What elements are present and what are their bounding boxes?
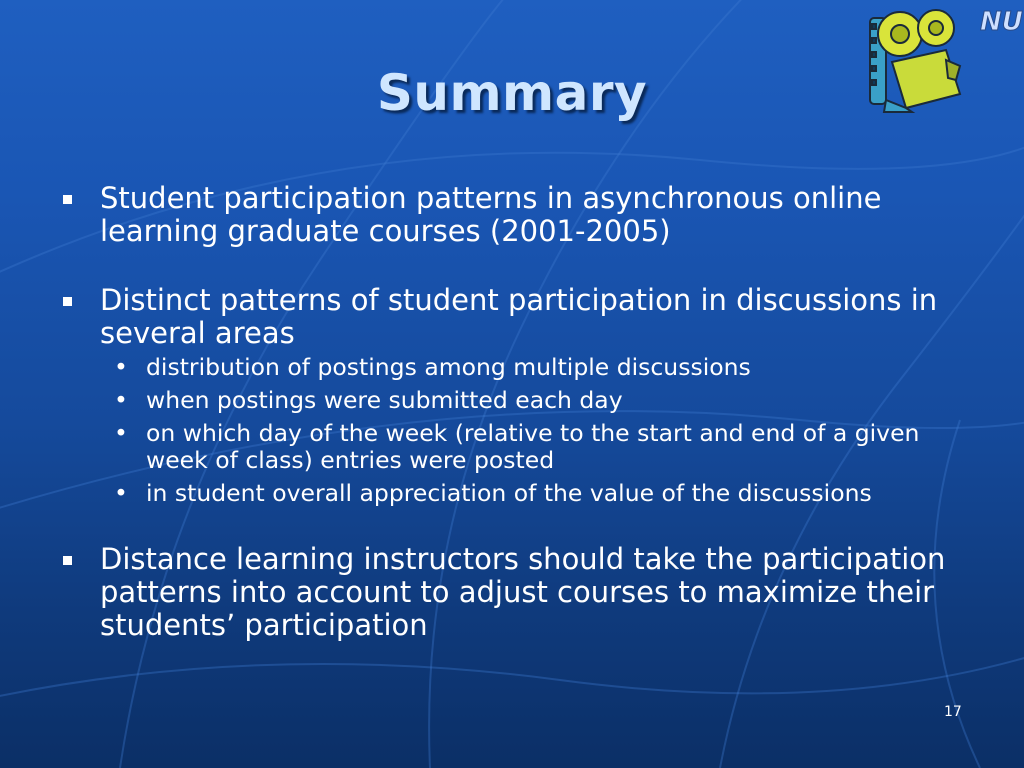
square-bullet-icon xyxy=(63,297,72,306)
dot-bullet-icon: • xyxy=(114,386,128,414)
bullet-item-2 xyxy=(58,284,958,350)
sub-bullet-text: when postings were submitted each day xyxy=(146,386,623,414)
sub-bullet-item xyxy=(58,420,958,474)
bullet-item-3 xyxy=(58,543,958,642)
square-bullet-icon xyxy=(63,195,72,204)
logo-text: NU xyxy=(980,7,1023,37)
sub-bullet-list xyxy=(58,354,958,507)
sub-bullet-text: on which day of the week (relative to the start and end of a given week of class) entries were posted xyxy=(146,419,920,474)
sub-bullet-item xyxy=(58,480,958,507)
bullet-list xyxy=(58,182,958,642)
dot-bullet-icon: • xyxy=(114,479,128,507)
dot-bullet-icon: • xyxy=(114,419,128,447)
bullet-text: Distance learning instructors should take the participation patterns into account to adjust courses to maximize their students’ participation xyxy=(100,542,946,642)
page-number: 17 xyxy=(944,704,962,720)
sub-bullet-text: in student overall appreciation of the value of the discussions xyxy=(146,479,872,507)
sub-bullet-item xyxy=(58,354,958,381)
sub-bullet-item xyxy=(58,387,958,414)
bullet-text: Student participation patterns in asynchronous online learning graduate courses (2001-2005) xyxy=(100,181,882,248)
sub-bullet-text: distribution of postings among multiple discussions xyxy=(146,353,751,381)
square-bullet-icon xyxy=(63,556,72,565)
bullet-text: Distinct patterns of student participation in discussions in several areas xyxy=(100,283,938,350)
slide-title: Summary xyxy=(376,64,648,122)
dot-bullet-icon: • xyxy=(114,353,128,381)
bullet-item-1 xyxy=(58,182,958,248)
